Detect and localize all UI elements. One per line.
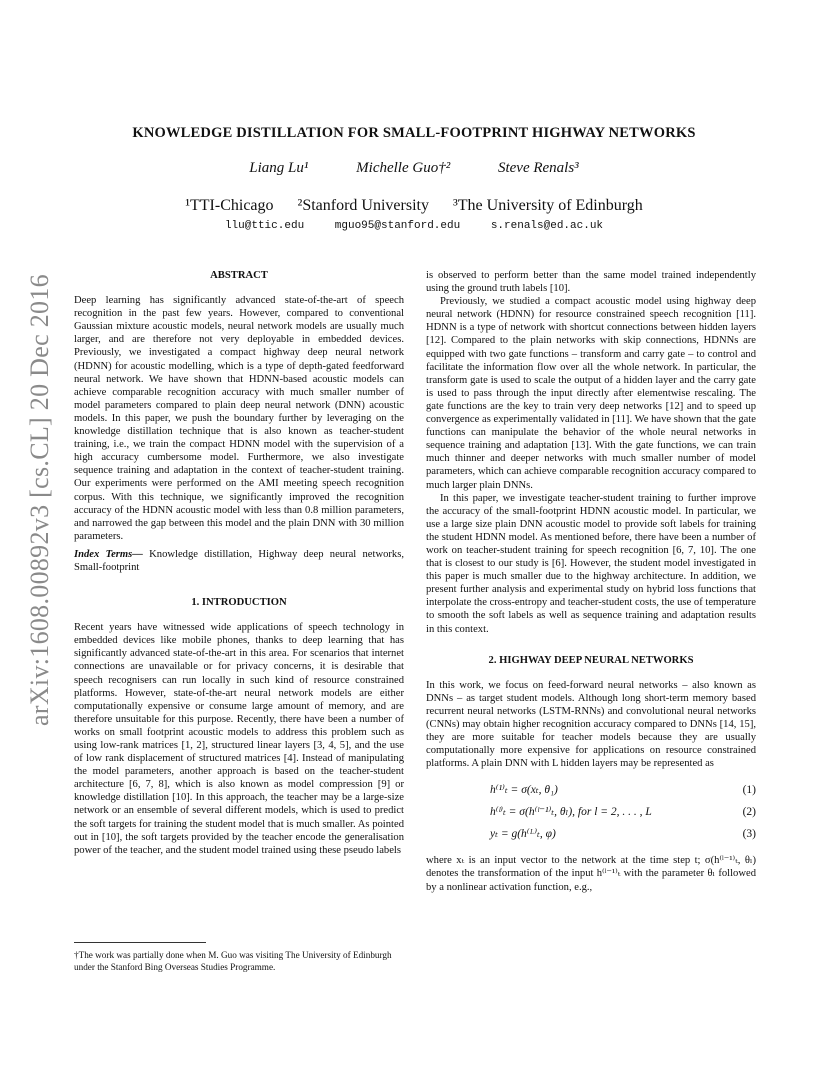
index-terms-text: Knowledge distillation, Highway deep neural networks, Small-footprint bbox=[74, 548, 404, 573]
paragraph: where xₜ is an input vector to the network at the time step t; σ(h⁽ˡ⁻¹⁾ₜ, θₗ) denotes the transformation of the input h⁽ˡ⁻¹⁾ₜ with the parameter θₗ followed by a nonlinear activation function, e.g., bbox=[426, 855, 756, 893]
affiliation: ¹TTI-Chicago bbox=[185, 197, 274, 214]
abstract-heading: ABSTRACT bbox=[210, 270, 268, 281]
section2-heading: 2. HIGHWAY DEEP NEURAL NETWORKS bbox=[488, 654, 694, 666]
left-column bbox=[74, 269, 404, 857]
affiliation: ³The University of Edinburgh bbox=[452, 197, 643, 214]
arxiv-id: arXiv:1608.00892v3 [cs.CL] 20 Dec 2016 bbox=[25, 274, 54, 726]
affiliation: ²Stanford University bbox=[297, 197, 429, 214]
index-terms bbox=[74, 548, 404, 574]
email: llu@ttic.edu bbox=[224, 220, 305, 232]
intro-heading: 1. INTRODUCTION bbox=[191, 597, 287, 609]
equation-2: h⁽ˡ⁾ₜ = σ(h⁽ˡ⁻¹⁾ₜ, θₗ), for l = 2, . . . , L (2) bbox=[490, 806, 756, 819]
equation-1: h⁽¹⁾ₜ = σ(xₜ, θ₁) (1) bbox=[490, 784, 756, 797]
paragraph: In this work, we focus on feed-forward neural networks – also known as DNNs – as target student models. Although long short-term memory based recurrent neural networks (LSTM-RNNs) and convolutional neural networks (CNNs) may obtain higher recognition accuracy compared to DNNs [14, 15], they are more suitable for teacher models because they are usually computationally more expensive for applications on resource constrained platforms. A plain DNN with L hidden layers may be represented as bbox=[426, 679, 756, 770]
author: Michelle Guo†² bbox=[356, 160, 451, 176]
right-column bbox=[426, 269, 756, 894]
footnote: †The work was partially done when M. Guo was visiting The University of Edinburgh under the Stanford Bing Overseas Studies Programme. bbox=[74, 950, 392, 972]
index-terms-label: Index Terms— bbox=[74, 548, 143, 560]
paragraph: In this paper, we investigate teacher-student training to further improve the accuracy of the small-footprint HDNN acoustic model. In particular, we use a large size plain DNN acoustic model to provide soft labels for training the student HDNN model. As mentioned before, there have been a number of work on teacher-student training for speech recognition [6, 7, 10]. The one that is closest to our study is [6]. However, the student model investigated in this paper is much smaller due to the highway architecture. In addition, we present further analysis and experimental study on hybrid loss functions that interpolate the cross-entropy and teacher-student costs, the use of temperature to smooth the soft labels as well as sequence training and adaptation results in this context. bbox=[426, 492, 756, 635]
authors bbox=[0, 160, 828, 177]
intro-text: Recent years have witnessed wide applications of speech technology in embedded devices like mobile phones, thanks to deep learning that has significantly advanced state-of-the-art in this area. For scenarios that internet connections are unavailable or for privacy concerns, it is desirable that speech recognisers can run locally in such kind of resource constrained platforms. However, state-of-the-art neural network models are either computationally expensive or consume large amount of memory, and are therefore unsuitable for this purpose. Recently, there have been a number of works on small footprint acoustic models to address this problem such as using low-rank matrices [1, 2], structured linear layers [3, 4, 5], and the use of low rank displacement of structured matrices [4]. Instead of manipulating the model parameters, another approach is based on the teacher-student architecture [6, 7, 8], which is also known as model compression [9] or knowledge distillation [10]. In this approach, the teacher may be a large-size network or an ensemble of several different models, which is used to predict the soft targets for training the student model that is much smaller. As pointed out in [10], the soft targets provided by the teacher encode the generalisation power of the teacher, and the student model trained using these pseudo labels bbox=[74, 622, 404, 856]
paper-title: KNOWLEDGE DISTILLATION FOR SMALL-FOOTPRINT HIGHWAY NETWORKS bbox=[132, 125, 696, 141]
footnote-rule bbox=[74, 942, 206, 943]
equation-3: yₜ = g(h⁽ᴸ⁾ₜ, φ) (3) bbox=[490, 828, 756, 841]
emails bbox=[0, 220, 828, 232]
email: s.renals@ed.ac.uk bbox=[490, 220, 604, 232]
arxiv-sidebar bbox=[18, 274, 62, 726]
author: Steve Renals³ bbox=[497, 160, 579, 176]
author: Liang Lu¹ bbox=[249, 160, 309, 176]
paragraph: Previously, we studied a compact acoustic model using highway deep neural network (HDNN) for resource constrained speech recognition [11]. HDNN is a type of network with shortcut connections between hidden layers [12]. Compared to the plain networks with skip connections, HDNNs are equipped with two gate functions – transform and carry gate – to control and facilitate the information flow over all the whole network. In particular, the transform gate is used to scale the output of a hidden layer and the carry gate is used to pass through the input directly after elementwise rescaling. The gate functions are the key to train very deep networks [12] and to speed up convergence as experimentally validated in [11]. We have shown that the gate functions can manipulate the behavior of the whole neural networks in sequence training and adaptation [13]. With the gate functions, we can train much thinner and deeper networks with much smaller number of model parameters, which can achieve comparable recognition accuracy compared to much larger plain DNNs. bbox=[426, 296, 756, 491]
paragraph: is observed to perform better than the same model trained independently using the ground truth labels [10]. bbox=[426, 270, 756, 295]
abstract-text: Deep learning has significantly advanced state-of-the-art of speech recognition in the past few years. However, compared to conventional Gaussian mixture acoustic models, neural network models are usually much larger, and are therefore not very deployable in embedded devices. Previously, we investigated a compact highway deep neural network (HDNN) for acoustic modelling, which is a type of depth-gated feedforward neural network. We have shown that HDNN-based acoustic models can achieve comparable recognition accuracy with much smaller number of model parameters compared to plain deep neural network (DNN) acoustic models. In this paper, we push the boundary further by leveraging on the knowledge distillation technique that is also known as teacher-student training, i.e., we train the compact HDNN model with the supervision of a high accuracy cumbersome model. Furthermore, we also investigate sequence training and adaptation in the context of teacher-student training. Our experiments were performed on the AMI meeting speech recognition corpus. With this technique, we significantly improved the recognition accuracy of the HDNN acoustic model with less than 0.8 million parameters, and narrowed the gap between this model and the plain DNN with 30 million parameters. bbox=[74, 295, 404, 542]
affiliations bbox=[0, 197, 828, 215]
email: mguo95@stanford.edu bbox=[334, 220, 461, 232]
